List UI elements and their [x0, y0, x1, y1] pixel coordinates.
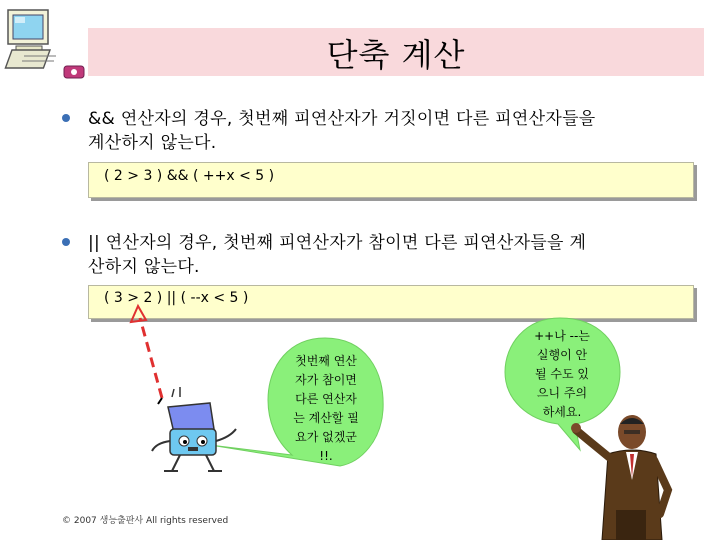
- bubble-right-line: 하세요.: [542, 405, 582, 419]
- bullet-1-line-2: 계산하지 않는다.: [88, 133, 217, 153]
- bubble-right-line: 될 수도 있: [535, 367, 589, 381]
- bubble-left-line: 다른 연산자: [295, 392, 357, 406]
- bullet-2-line-2: 산하지 않는다.: [88, 257, 200, 277]
- bubble-left-line: 첫번째 연산: [295, 354, 357, 368]
- code-example-1: ( 2 > 3 ) && ( ++x < 5 ): [104, 168, 275, 184]
- page-title: 단축 계산: [326, 36, 466, 74]
- bubble-left-line: !!.: [319, 449, 333, 463]
- bubble-right-line: 으니 주의: [536, 386, 588, 400]
- bubble-right-text: [512, 327, 612, 422]
- bubble-right-line: 실행이 안: [536, 348, 588, 362]
- bullet-1-line-1: && 연산자의 경우, 첫번째 피연산자가 거짓이면 다른 피연산자들을: [88, 109, 596, 129]
- bubble-left-line: 자가 참이면: [295, 373, 357, 387]
- presenter-man-icon: [568, 410, 688, 540]
- code-example-2: ( 3 > 2 ) || ( --x < 5 ): [104, 290, 249, 306]
- copyright-footer: © 2007 생능출판사 All rights reserved: [62, 516, 229, 526]
- bubble-left-line: 는 계산할 필: [293, 411, 359, 425]
- bubble-left-line: 요가 없겠군: [295, 430, 357, 444]
- bullet-2-line-1: || 연산자의 경우, 첫번째 피연산자가 참이면 다른 피연산자들을 계: [88, 233, 587, 253]
- robot-character-icon: [150, 385, 240, 475]
- bubble-right-line: ++나 --는: [534, 329, 590, 343]
